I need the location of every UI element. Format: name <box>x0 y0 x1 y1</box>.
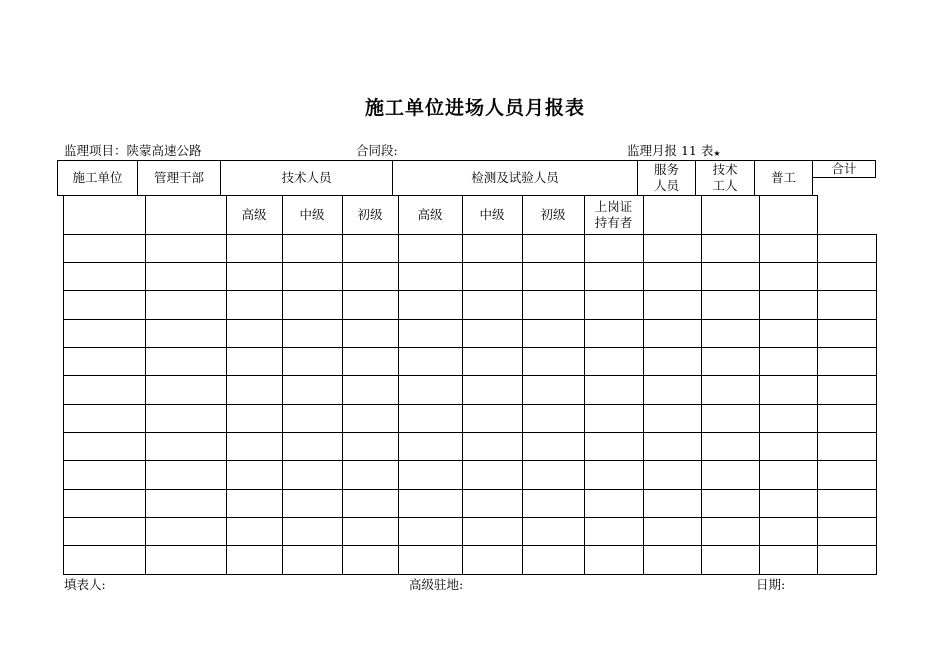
grid-line <box>63 574 877 575</box>
grid-line <box>398 195 399 575</box>
header-test-mid: 中级 <box>479 207 505 222</box>
grid-line <box>145 195 146 575</box>
header-tech-mid: 中级 <box>299 207 325 222</box>
grid-line <box>759 195 760 575</box>
header-management: 管理干部 <box>153 170 204 185</box>
header-certified <box>584 196 643 234</box>
grid-line <box>226 195 227 575</box>
header-test-junior: 初级 <box>540 207 566 222</box>
grid-line <box>63 319 877 320</box>
grid-line <box>63 195 64 575</box>
header-total: 合计 <box>831 161 857 176</box>
grid-line <box>63 347 877 348</box>
header-general-worker: 普工 <box>770 170 796 185</box>
header-service-line1: 服务 <box>653 162 679 177</box>
grid-line <box>643 195 644 575</box>
star-icon: ★ <box>713 149 721 158</box>
report-label <box>627 141 721 159</box>
report-number: 监理月报 11 表 <box>627 143 714 158</box>
grid-line <box>63 460 877 461</box>
grid-line <box>63 375 877 376</box>
header-unit: 施工单位 <box>72 170 123 185</box>
grid-line <box>342 195 343 575</box>
header-test-senior: 高级 <box>417 207 443 222</box>
header-tech-junior: 初级 <box>357 207 383 222</box>
header-technical: 技术人员 <box>281 170 332 185</box>
grid-line <box>63 432 877 433</box>
grid-line <box>63 290 877 291</box>
grid-line <box>63 234 877 235</box>
contract-label: 合同段: <box>356 143 398 158</box>
project-label: 监理项目：陕蒙高速公路 <box>64 143 202 158</box>
header-testing: 检测及试验人员 <box>471 170 559 185</box>
date-label: 日期: <box>756 577 786 592</box>
header-service <box>637 160 696 196</box>
grid-line <box>701 195 702 575</box>
header-tech-senior: 高级 <box>241 207 267 222</box>
page-title: 施工单位进场人员月报表 <box>364 97 585 119</box>
header-tech-worker-line1: 技术 <box>712 162 738 177</box>
grid-line <box>63 489 877 490</box>
header-certified-line1: 上岗证 <box>594 199 633 214</box>
grid-line <box>63 545 877 546</box>
grid-line <box>584 195 585 575</box>
grid-line <box>522 195 523 575</box>
grid-line <box>63 517 877 518</box>
grid-line <box>876 234 877 575</box>
header-service-line2: 人员 <box>653 178 679 193</box>
grid-line <box>63 404 877 405</box>
grid-line <box>282 195 283 575</box>
grid-line <box>817 195 818 575</box>
header-tech-worker-line2: 工人 <box>712 178 738 193</box>
senior-station-label: 高级驻地: <box>409 577 464 592</box>
grid-line <box>462 195 463 575</box>
header-certified-line2: 持有者 <box>594 215 633 230</box>
header-tech-worker <box>695 160 755 196</box>
filler-label: 填表人: <box>64 577 106 592</box>
grid-line <box>63 262 877 263</box>
